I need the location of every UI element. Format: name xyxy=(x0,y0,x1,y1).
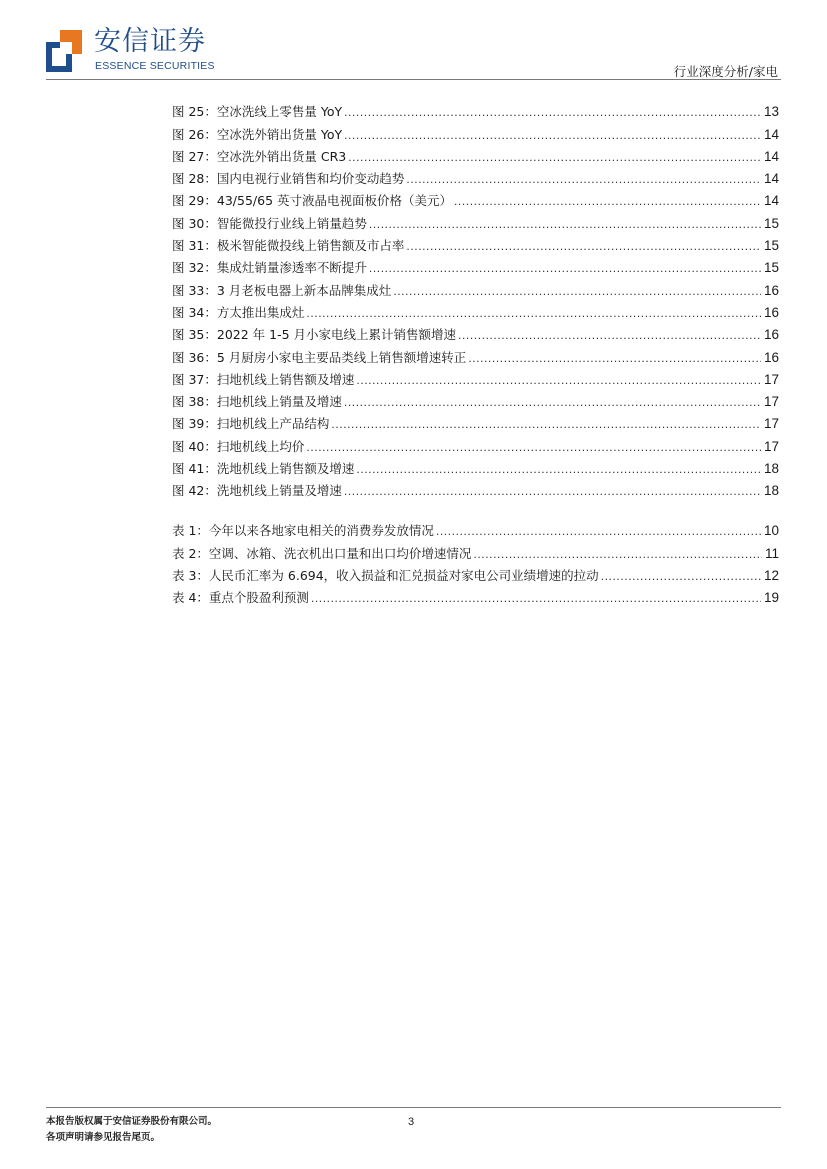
essence-logo-icon xyxy=(46,30,82,72)
figure-entry-page-number: 18 xyxy=(763,483,779,499)
figure-entry[interactable] xyxy=(172,276,779,298)
figure-entry[interactable] xyxy=(172,209,779,231)
figure-entry-label: 图 29：43/55/65 英寸液晶电视面板价格（美元） xyxy=(172,193,452,209)
table-entry-page-number: 12 xyxy=(763,567,779,583)
dot-leader xyxy=(473,546,762,562)
dot-leader xyxy=(344,104,761,120)
figure-entry-label: 图 30：智能微投行业线上销量趋势 xyxy=(172,215,367,231)
table-entry-label: 表 4：重点个股盈利预测 xyxy=(172,590,309,606)
figure-entry-label: 图 39：扫地机线上产品结构 xyxy=(172,416,330,432)
figure-entry[interactable] xyxy=(172,432,779,454)
figure-entry-page-number: 14 xyxy=(763,126,779,142)
figure-entry-label: 图 37：扫地机线上销售额及增速 xyxy=(172,371,355,387)
figure-entry[interactable] xyxy=(172,143,779,165)
dot-leader xyxy=(468,350,761,366)
figure-entry[interactable] xyxy=(172,165,779,187)
logo-chinese-name: 安信证券 xyxy=(94,26,206,57)
figure-entry-label: 图 31：极米智能微投线上销售额及市占率 xyxy=(172,238,405,254)
dot-leader xyxy=(436,523,761,539)
figure-entry-page-number: 17 xyxy=(763,438,779,454)
dot-leader xyxy=(393,283,761,299)
figure-entry-page-number: 15 xyxy=(763,238,779,254)
figure-entry[interactable] xyxy=(172,410,779,432)
figure-entry-label: 图 38：扫地机线上销量及增速 xyxy=(172,394,342,410)
dot-leader xyxy=(406,171,761,187)
dot-leader xyxy=(458,327,761,343)
dot-leader xyxy=(369,260,761,276)
figure-entry-page-number: 16 xyxy=(763,327,779,343)
figure-entry[interactable] xyxy=(172,254,779,276)
figure-entry[interactable] xyxy=(172,321,779,343)
figure-entry[interactable] xyxy=(172,366,779,388)
dot-leader xyxy=(311,590,761,606)
table-entry-label: 表 2：空调、冰箱、洗衣机出口量和出口均价增速情况 xyxy=(172,545,472,561)
figure-entry-label: 图 26：空冰洗外销出货量 YoY xyxy=(172,126,343,142)
figure-entry-label: 图 34：方太推出集成灶 xyxy=(172,304,305,320)
figure-entry-page-number: 15 xyxy=(763,260,779,276)
disclaimer-notice: 各项声明请参见报告尾页。 xyxy=(46,1132,161,1143)
dot-leader xyxy=(331,416,761,432)
dot-leader xyxy=(344,483,761,499)
figure-entry-label: 图 27：空冰洗外销出货量 CR3 xyxy=(172,148,347,164)
figure-entry-page-number: 17 xyxy=(763,416,779,432)
dot-leader xyxy=(406,238,761,254)
figure-entry-page-number: 14 xyxy=(763,148,779,164)
table-entry[interactable] xyxy=(172,517,779,539)
figure-entry[interactable] xyxy=(172,477,779,499)
figure-entry-label: 图 36：5 月厨房小家电主要品类线上销售额增速转正 xyxy=(172,349,467,365)
figure-entry-page-number: 18 xyxy=(763,461,779,477)
figure-entry[interactable] xyxy=(172,98,779,120)
figure-entry-page-number: 17 xyxy=(763,394,779,410)
dot-leader xyxy=(306,439,761,455)
figure-entry-label: 图 28：国内电视行业销售和均价变动趋势 xyxy=(172,171,405,187)
table-entry-page-number: 11 xyxy=(764,545,779,561)
figure-entry-label: 图 25：空冰洗线上零售量 YoY xyxy=(172,104,343,120)
figure-entry[interactable] xyxy=(172,299,779,321)
dot-leader xyxy=(344,127,761,143)
dot-leader xyxy=(601,568,761,584)
footer-disclaimer xyxy=(46,1114,217,1146)
figure-entry-label: 图 35：2022 年 1-5 月小家电线上累计销售额增速 xyxy=(172,327,457,343)
header-divider xyxy=(46,79,781,80)
figure-entry-page-number: 16 xyxy=(763,282,779,298)
figure-entry[interactable] xyxy=(172,343,779,365)
figure-entry-label: 图 33：3 月老板电器上新本品牌集成灶 xyxy=(172,282,392,298)
figure-entry-label: 图 41：洗地机线上销售额及增速 xyxy=(172,461,355,477)
figure-entry-page-number: 16 xyxy=(763,304,779,320)
dot-leader xyxy=(348,149,761,165)
figure-entry-page-number: 17 xyxy=(763,371,779,387)
copyright-notice: 本报告版权属于安信证券股份有限公司。 xyxy=(46,1116,218,1127)
dot-leader xyxy=(344,394,761,410)
table-list xyxy=(172,517,779,606)
figure-entry-page-number: 14 xyxy=(763,193,779,209)
page-number: 3 xyxy=(408,1116,415,1128)
dot-leader xyxy=(356,372,761,388)
figure-entry-label: 图 42：洗地机线上销量及增速 xyxy=(172,483,342,499)
table-entry-label: 表 3：人民币汇率为 6.694，收入损益和汇兑损益对家电公司业绩增速的拉动 xyxy=(172,567,599,583)
figure-entry-label: 图 32：集成灶销量渗透率不断提升 xyxy=(172,260,367,276)
logo-english-name: ESSENCE SECURITIES xyxy=(95,60,215,72)
dot-leader xyxy=(454,193,761,209)
figure-entry[interactable] xyxy=(172,120,779,142)
table-entry-page-number: 19 xyxy=(763,590,779,606)
table-entry[interactable] xyxy=(172,539,779,561)
table-entry[interactable] xyxy=(172,584,779,606)
dot-leader xyxy=(356,461,761,477)
figure-entry[interactable] xyxy=(172,388,779,410)
table-entry-page-number: 10 xyxy=(763,523,779,539)
figure-entry-page-number: 14 xyxy=(763,171,779,187)
table-entry[interactable] xyxy=(172,562,779,584)
footer-divider xyxy=(46,1107,781,1108)
dot-leader xyxy=(369,216,761,232)
figure-entry[interactable] xyxy=(172,455,779,477)
figure-entry[interactable] xyxy=(172,232,779,254)
table-entry-label: 表 1：今年以来各地家电相关的消费券发放情况 xyxy=(172,523,434,539)
figure-entry-page-number: 16 xyxy=(763,349,779,365)
figure-entry-page-number: 15 xyxy=(763,215,779,231)
figure-list xyxy=(172,98,779,499)
figure-entry[interactable] xyxy=(172,187,779,209)
figure-entry-label: 图 40：扫地机线上均价 xyxy=(172,438,305,454)
dot-leader xyxy=(306,305,761,321)
report-section-title: 行业深度分析/家电 xyxy=(673,64,778,79)
figure-entry-page-number: 13 xyxy=(763,104,779,120)
